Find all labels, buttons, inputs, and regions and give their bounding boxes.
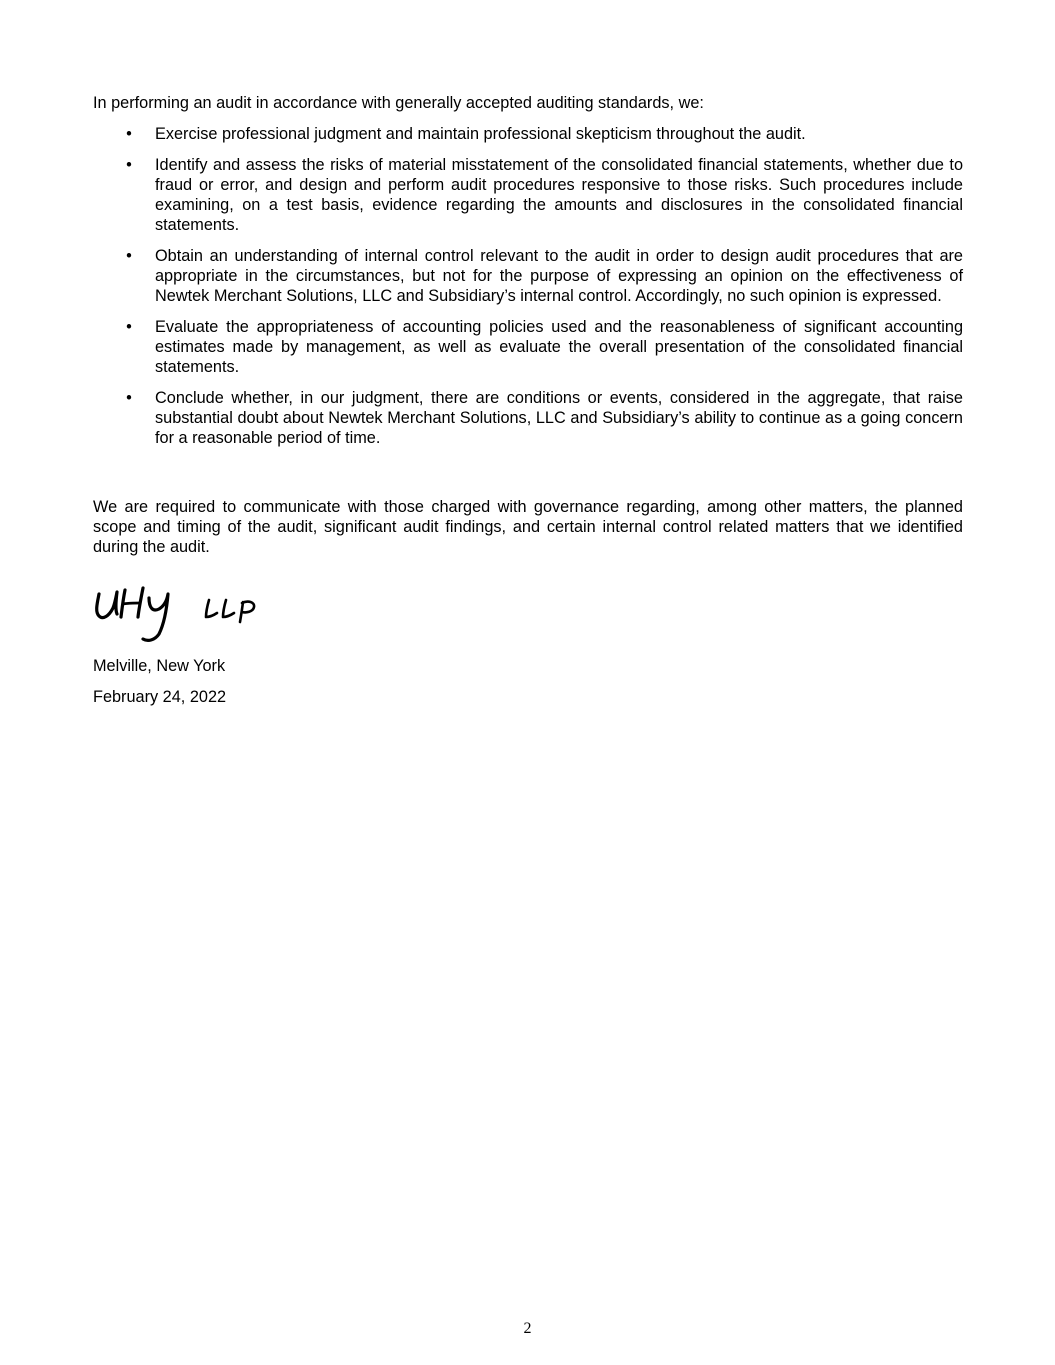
closing-paragraph: We are required to communicate with those charged with governance regarding, among other matters, the planned scope and timing of the audit, significant audit findings, and certain internal control related matters that we identified during the audit.	[93, 498, 963, 556]
bullet-icon: •	[126, 389, 132, 407]
bullet-icon: •	[126, 247, 132, 265]
list-item-text: Obtain an understanding of internal control relevant to the audit in order to design audit procedures that are appropriate in the circumstances, but not for the purpose of expressing an opinion on the effectiveness of Newtek Merchant Solutions, LLC and Subsidiary’s internal control. Accordingly, no such opinion is expressed.	[155, 247, 963, 305]
bullet-icon: •	[126, 125, 132, 143]
handwritten-signature	[93, 582, 273, 648]
list-item	[93, 155, 963, 235]
list-item-text: Exercise professional judgment and maintain professional skepticism throughout the audit.	[155, 125, 806, 143]
bullet-icon: •	[126, 318, 132, 336]
list-item	[93, 388, 963, 448]
audit-procedures-list	[93, 124, 963, 459]
bullet-icon: •	[126, 156, 132, 174]
list-item	[93, 124, 963, 144]
list-item-text: Identify and assess the risks of material misstatement of the consolidated financial statements, whether due to fraud or error, and design and perform audit procedures responsive to those risks. Such procedures include examining, on a test basis, evidence regarding the amounts and disclosures in the consolidated financial statements.	[155, 156, 963, 234]
intro-paragraph: In performing an audit in accordance with generally accepted auditing standards, we:	[93, 94, 704, 112]
list-item	[93, 317, 963, 377]
signing-location: Melville, New York	[93, 657, 226, 675]
list-item	[93, 246, 963, 306]
page-number: 2	[523, 1320, 532, 1337]
list-item-text: Evaluate the appropriateness of accounting policies used and the reasonableness of significant accounting estimates made by management, as well as evaluate the overall presentation of the consolidated financial statements.	[155, 318, 963, 376]
list-item-text: Conclude whether, in our judgment, there are conditions or events, considered in the aggregate, that raise substantial doubt about Newtek Merchant Solutions, LLC and Subsidiary’s ability to continue as a going concern for a reasonable period of time.	[155, 389, 963, 447]
report-date: February 24, 2022	[93, 688, 227, 706]
